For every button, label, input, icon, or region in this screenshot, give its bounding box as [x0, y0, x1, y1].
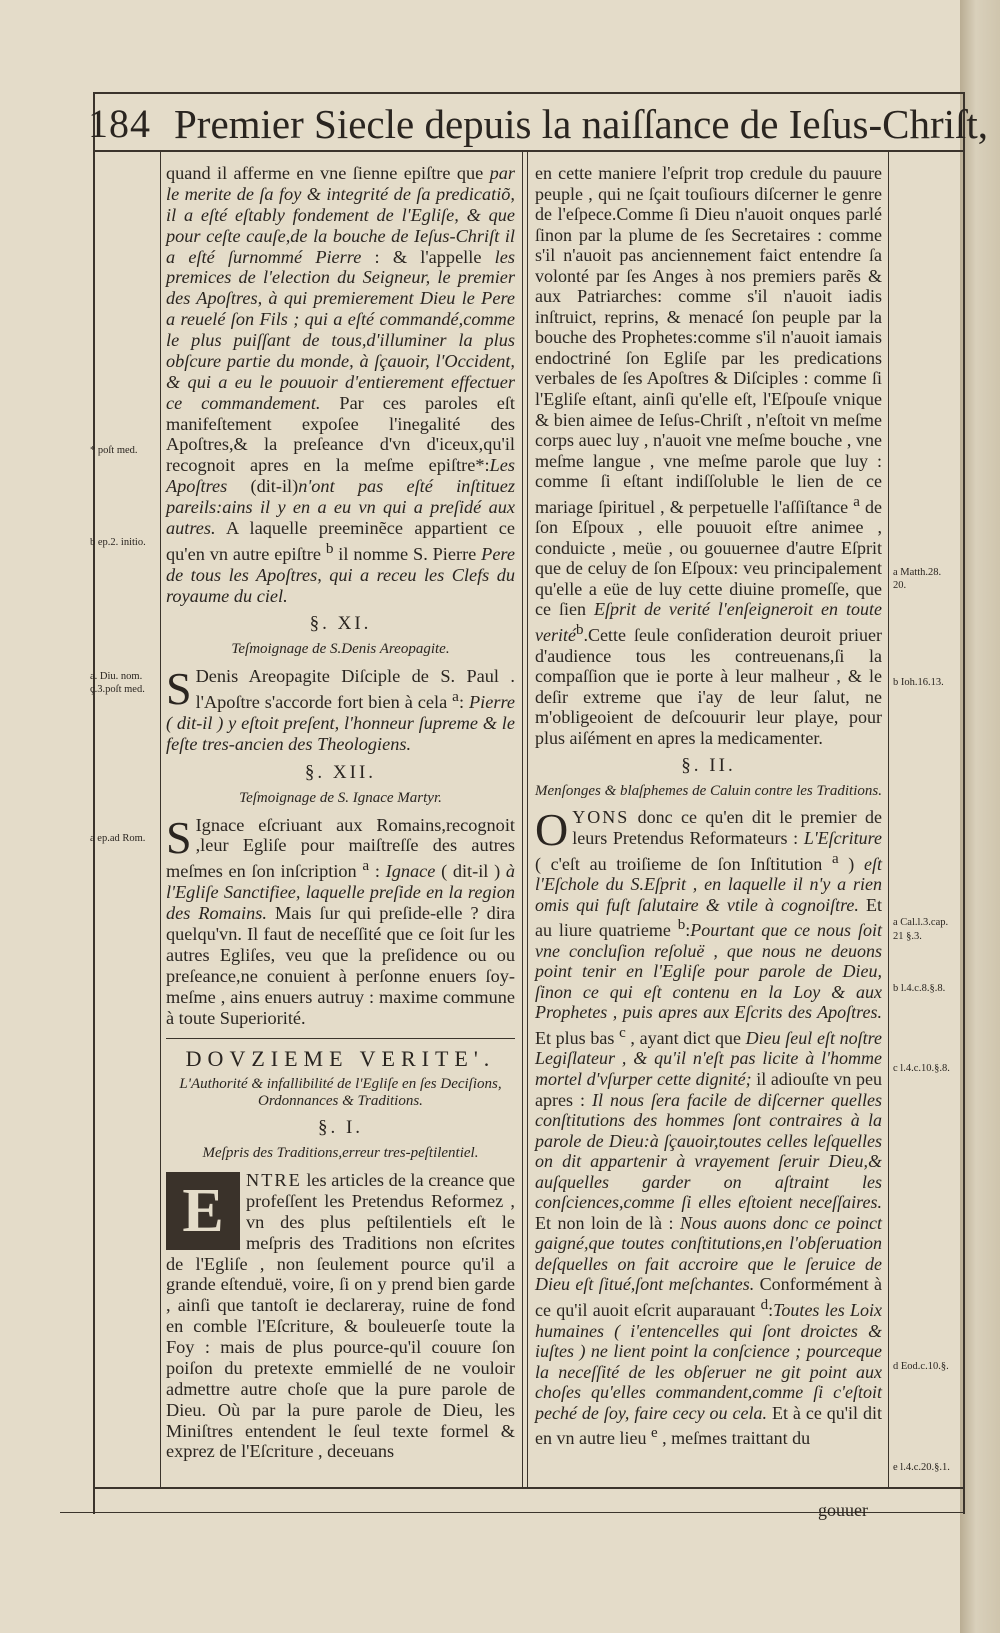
- margin-note-left: * poſt med.: [90, 445, 138, 456]
- section-subtitle: Meſpris des Traditions,erreur tres-peſtilentiel.: [202, 1145, 479, 1162]
- drop-cap: S: [166, 811, 192, 863]
- column-divider: [522, 152, 523, 1487]
- drop-cap: O: [535, 804, 569, 856]
- section-heading: §. II.: [681, 755, 736, 777]
- margin-note-left: a ep.ad Rom.: [90, 833, 146, 844]
- page-number: 184: [88, 101, 151, 146]
- paragraph: quand il afferme en vne ſienne epiſtre que par le merite de ſa foy & integrité de ſa predicatiõ, il a eſté eſtably fondement de l'Egliſe, & que pour ceſte cauſe,de la bouche de Ieſus-Chriſt il a eſté ſurnommé Pierre : & l'appelle les premices de l'election du Seigneur, le premier des Apoſtres, à qui premierement Dieu le Pere a reuelé ſon Fils ; qui a eſté commandé,comme le plus puiſſant de tous,d'illuminer la plus obſcure partie du monde, à ſçauoir, l'Occident, & qui a eu le pouuoir d'entierement effectuer ce commandement. Par ces paroles eſt manifeſtement expoſee l'inegalité des Apoſtres,& la preſeance d'vn d'iceux,qu'il recognoit apres en la meſme epiſtre*:Les Apoſtres (dit-il)n'ont pas eſté inſtituez pareils:ains il y en a eu vn qui a preſidé aux autres. A laquelle preeminẽce appartient ce qu'en vn autre epiſtre $^b$ il nomme S. Pierre Pere de tous les Apoſtres, qui a receu les Clefs du royaume du ciel.: [166, 163, 516, 606]
- right-text-column: [535, 163, 882, 1449]
- chapter-title: DOVZIEME VERITE'.: [185, 1046, 496, 1072]
- margin-note-right: e l.4.c.20.§.1.: [893, 1462, 950, 1473]
- margin-right-rule: [888, 152, 889, 1487]
- paragraph: E NTRE les articles de la creance que profeſſent les Pretendus Reformez , vn des plus peſtilentiels eſt le meſpris des Traditions non eſcrites de l'Egliſe , non ſeulement pource qu'il a grande eſtenduë, voire, ſi on y prend bien garde , ainſi que tantoſt ie declareray, ruine de fond en comble l'Eſcriture, & bouleuerſe toute la Foy : mais de plus pource-qu'il couure ſon poiſon du pretexte emmiellé de ne vouloir admettre autre choſe que la pure parole de Dieu. Où par la pure parole de Dieu, les Miniſtres entendent le ſeul texte formel & exprez de l'Eſcriture , deceuans: [166, 1170, 515, 1462]
- margin-note-left: ç.3.poſt med.: [90, 684, 145, 695]
- paragraph: S Denis Areopagite Diſciple de S. Paul . l'Apoſtre s'accorde fort bien à cela $^a$: Pierre ( dit-il ) y eſtoit preſent, l'honneur ſupreme & le feſte tres-ancien des Theologiens.: [166, 663, 515, 754]
- margin-note-left: b ep.2. initio.: [90, 537, 146, 548]
- margin-note-left: a. Diu. nom.: [90, 671, 143, 682]
- paragraph: en cette maniere l'eſprit trop credule du pauure peuple , qui ne ſçait touſiours diſcerner le genre de l'eſpece.Comme ſi Dieu n'auoit onques parlé ſinon par la plume de ſes Secretaires : comme s'il n'auoit pas anciennement faict entendre ſa volonté par ſes Anges à nos premiers parẽs & aux Patriarches: comme s'il n'auoit iadis inſtruict, reprins, & menacé ſon peuple par la bouche des Prophetes:comme s'il n'auoit iamais endoctriné ſon Egliſe par les predications verbales de ſes Apoſtres & Diſciples : comme ſi l'Egliſe eſtant, ainſi qu'elle eſt, l'Eſpouſe vnique & bien aimee de Ieſus-Chriſt , n'eſtoit vn meſme corps auec luy , n'auoit vne meſme bouche , vne meſme langue , vne meſme parole que luy : comme ſi eſtant indiſſoluble le lien de ce mariage ſpirituel , & perpetuelle l'aſſiſtance $^a$ de ſon Eſpoux , elle pouuoit eſtre animee , conduicte , meüe , ou gouuernee d'autre Eſprit que de celuy de ſon Eſpoux: veu principalement qu'elle a eüe de luy cette diuine promeſſe, que ce ſien Eſprit de verité l'enſeigneroit en toute verité$^b$.Cette ſeule conſideration deuroit priuer d'audience tous les contreuenans,ſi la compaſſion que ie porte à leur malheur , & le deſir extreme que i'ay de leur ſalut, ne m'obligeoient de deſcouurir leur playe, pour plus aiſément en apres la medicamenter.: [535, 163, 882, 748]
- section-subtitle: Teſmoignage de S. Ignace Martyr.: [239, 789, 442, 806]
- margin-note-right: 20.: [893, 580, 907, 591]
- ornamental-initial: E: [166, 1172, 240, 1250]
- paragraph: OYONS donc ce qu'en dit le premier de leurs Pretendus Reformateurs : L'Eſcriture ( c'eſt au troiſieme de ſon Inſtitution $^a$ ) eſt l'Eſchole du S.Eſprit , en laquelle il n'y a rien omis qui fuſt ſalutaire & vtile à cognoiſtre. Et au liure quatrieme $^b$:Pourtant que ce nous ſoit vne concluſion reſoluë , que nous ne deuons point tenir en l'Egliſe pour parole de Dieu, ſinon ce qui eſt contenu en la Loy & aux Prophetes , puis apres aux Eſcrits des Apoſtres. Et plus bas $^c$ , ayant dict que Dieu ſeul eſt noſtre Legiſlateur , & qu'il n'eſt pas licite à l'homme mortel d'vſurper cette dignité; il adiouſte vn peu apres : Il nous ſera facile de diſcerner quelles conſtitutions des hommes ſont contraires à la parole de Dieu:à ſçauoir,toutes celles leſquelles on dit appartenir à vrayement ſeruir Dieu,& auſquelles garder on aſtraint les conſciences,comme ſi elles eſtoient neceſſaires. Et non loin de là : Nous auons donc ce poinct gaigné,que toutes conſtitutions,en l'obſeruation deſquelles on fait accroire que le ſeruice de Dieu eſt ſitué,ſont meſchantes. Conformément à ce qu'il auoit eſcrit auparauant $^d$:Toutes les Loix humaines ( i'entencelles qui ſont droictes & iuſtes ) ne lient point la conſcience ; pourceque la neceſſité de les obſeruer ne git point aux choſes qu'elles commandent,comme ſi c'eſtoit peché de ſoy, faire cecy ou cela. Et à ce qu'il dit en vn autre lieu $^e$ , meſmes traittant du: [535, 804, 883, 1449]
- chapter-subtitle: L'Authorité & infallibilité de l'Egliſe en ſes Deciſions, Ordonnances & Traditions.: [179, 1076, 502, 1110]
- margin-note-right: 21 §.3.: [893, 931, 922, 942]
- section-subtitle: Teſmoignage de S.Denis Areopagite.: [231, 641, 450, 658]
- left-text-column: [166, 163, 515, 1462]
- catchword: gouuer: [818, 1500, 868, 1520]
- section-heading: §. I.: [317, 1117, 364, 1139]
- frame-left: [93, 92, 95, 1514]
- paragraph: S Ignace eſcriuant aux Romains,recognoit ,leur Egliſe pour maiſtreſſe des autres meſmes en ſon inſcription $^a$ : Ignace ( dit-il ) à l'Egliſe Sanctifiee, laquelle preſide en la region des Romains. Mais ſur qui preſide-elle ? dira quelqu'vn. Il faut de neceſſité que ce ſoit ſur les autres Egliſes, veu que la preſidence ou ou preſeance,ne conuient à perſonne enuers ſoy-meſme , ains enuers autruy : maxime commune à toute Superiorité.: [166, 811, 515, 1028]
- running-header: [88, 98, 989, 158]
- top-rule: [93, 92, 965, 94]
- margin-note-right: c l.4.c.10.§.8.: [893, 1063, 950, 1074]
- margin-note-right: b l.4.c.8.§.8.: [893, 983, 946, 994]
- margin-note-right: b Ioh.16.13.: [893, 677, 944, 688]
- section-subtitle: Menſonges & blaſphemes de Caluin contre les Traditions.: [535, 782, 882, 799]
- column-divider-2: [527, 152, 528, 1487]
- frame-right: [963, 92, 965, 1514]
- drop-cap: S: [166, 663, 192, 715]
- section-heading: §. XII.: [304, 761, 377, 783]
- next-page-edge: [960, 0, 1000, 1633]
- margin-note-right: a Cal.l.3.cap.: [893, 917, 949, 928]
- margin-left-rule: [160, 152, 161, 1487]
- margin-note-right: d Eod.c.10.§.: [893, 1361, 949, 1372]
- margin-note-right: a Matth.28.: [893, 567, 942, 578]
- bottom-rule: [93, 1487, 965, 1489]
- section-heading: §. XI.: [309, 613, 372, 635]
- chapter-divider: [166, 1038, 515, 1110]
- running-title: Premier Siecle depuis la naiſſance de Ieſus-Chriſt,: [174, 101, 989, 147]
